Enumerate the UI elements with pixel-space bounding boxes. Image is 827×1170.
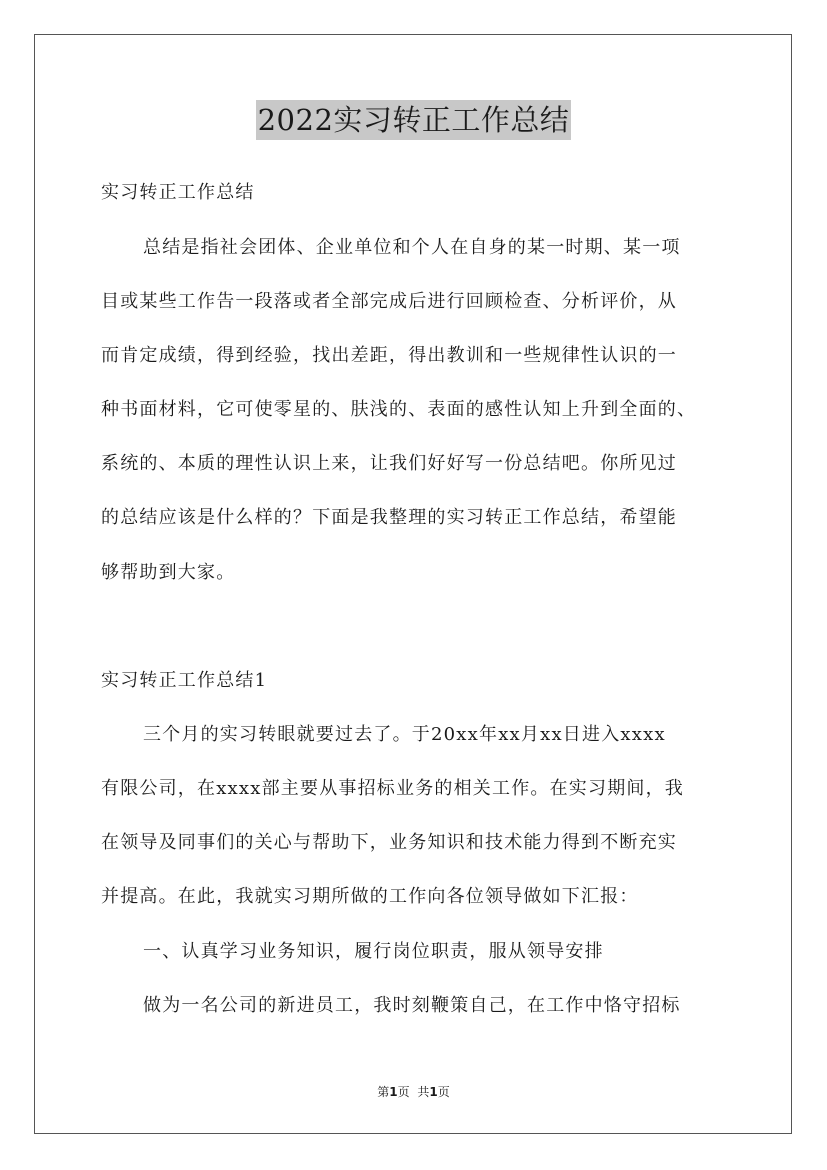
paragraph-line: 三个月的实习转眼就要过去了。于20xx年xx月xx日进入xxxx bbox=[143, 724, 666, 745]
paragraph-line: 目或某些工作告一段落或者全部完成后进行回顾检查、分析评价，从 bbox=[101, 291, 677, 312]
section-heading: 实习转正工作总结1 bbox=[101, 670, 268, 691]
document-title: 2022实习转正工作总结 bbox=[256, 100, 572, 140]
total-number: 1 bbox=[429, 1085, 438, 1099]
paragraph-line: 在领导及同事们的关心与帮助下，业务知识和技术能力得到不断充实 bbox=[101, 832, 677, 853]
page-suffix: 页 bbox=[397, 1085, 410, 1099]
paragraph-line: 有限公司，在xxxx部主要从事招标业务的相关工作。在实习期间，我 bbox=[101, 778, 685, 799]
paragraph-line: 够帮助到大家。 bbox=[101, 562, 236, 583]
paragraph-line: 而肯定成绩，得到经验，找出差距，得出教训和一些规律性认识的一 bbox=[101, 345, 677, 366]
paragraph-line: 种书面材料，它可使零星的、肤浅的、表面的感性认知上升到全面的、 bbox=[101, 399, 697, 420]
paragraph-line: 并提高。在此，我就实习期所做的工作向各位领导做如下汇报： bbox=[101, 886, 639, 907]
paragraph-line: 的总结应该是什么样的？下面是我整理的实习转正工作总结，希望能 bbox=[101, 507, 677, 528]
paragraph-line: 做为一名公司的新进员工，我时刻鞭策自己，在工作中恪守招标 bbox=[143, 995, 681, 1016]
paragraph-line: 系统的、本质的理性认识上来，让我们好好写一份总结吧。你所见过 bbox=[101, 453, 677, 474]
page-footer bbox=[0, 1084, 827, 1100]
paragraph-line: 总结是指社会团体、企业单位和个人在自身的某一时期、某一项 bbox=[143, 237, 681, 258]
subheading-line: 一、认真学习业务知识，履行岗位职责，服从领导安排 bbox=[143, 941, 604, 962]
total-suffix: 页 bbox=[437, 1085, 450, 1099]
title-container bbox=[0, 100, 827, 140]
total-prefix: 共 bbox=[417, 1085, 430, 1099]
page-prefix: 第 bbox=[377, 1085, 390, 1099]
section-heading: 实习转正工作总结 bbox=[101, 182, 255, 203]
page-number: 1 bbox=[389, 1085, 398, 1099]
